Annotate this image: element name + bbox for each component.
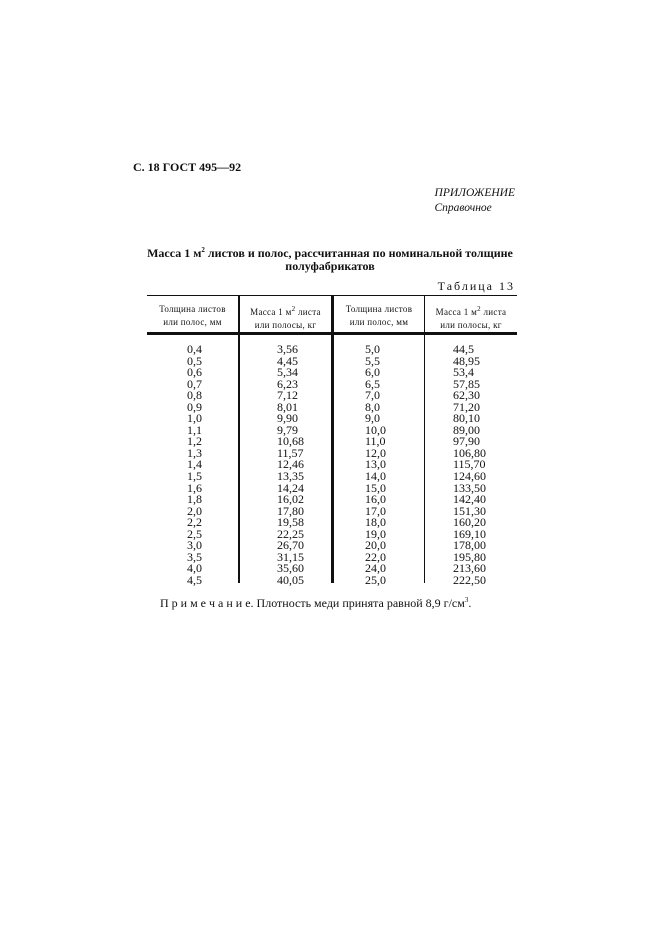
- header-line: листа: [295, 307, 321, 317]
- table-title: [130, 244, 530, 273]
- table-cell: 1,5: [187, 469, 202, 484]
- table-cell: 169,10: [453, 526, 486, 541]
- table-cell: 26,70: [277, 538, 304, 553]
- note-sup: 3: [464, 596, 469, 604]
- table-cell: 15,0: [365, 480, 386, 495]
- table-cell: 1,0: [187, 411, 202, 426]
- table-cell: 160,20: [453, 515, 486, 530]
- header-thickness: [334, 303, 424, 329]
- table-cell: 22,0: [365, 549, 386, 564]
- table-cell: 2,5: [187, 526, 202, 541]
- header-sup: 2: [291, 305, 296, 313]
- table-cell: 9,79: [277, 422, 298, 437]
- header-line: или полос, мм: [349, 317, 409, 327]
- header-thickness: [147, 303, 238, 329]
- table-cell: 10,0: [365, 422, 386, 437]
- table-cell: 9,90: [277, 411, 298, 426]
- table-cell: 4,5: [187, 572, 202, 587]
- table-cell: 48,95: [453, 353, 480, 368]
- table-cell: 1,8: [187, 492, 202, 507]
- header-line: Толщина листов: [159, 304, 226, 314]
- table-cell: 71,20: [453, 399, 480, 414]
- table-cell: 2,0: [187, 503, 202, 518]
- table-cell: 57,85: [453, 376, 480, 391]
- table-cell: 5,5: [365, 353, 380, 368]
- table-cell: 53,4: [453, 365, 474, 380]
- table-cell: 3,0: [187, 538, 202, 553]
- table-cell: 11,0: [365, 434, 386, 449]
- header-sup: 2: [477, 305, 481, 313]
- table-cell: 13,35: [277, 469, 304, 484]
- title-line2: полуфабрикатов: [285, 259, 375, 273]
- table-cell: 222,50: [453, 572, 486, 587]
- column-divider: [331, 295, 334, 583]
- table-cell: 97,90: [453, 434, 480, 449]
- table-cell: 1,3: [187, 445, 202, 460]
- table-cell: 6,23: [277, 376, 298, 391]
- header-line: или полосы, кг: [254, 320, 317, 330]
- table-cell: 20,0: [365, 538, 386, 553]
- table-cell: 17,0: [365, 503, 386, 518]
- table-cell: 1,4: [187, 457, 202, 472]
- page-header: С. 18 ГОСТ 495—92: [133, 160, 242, 174]
- header-mass: [240, 303, 331, 332]
- table-cell: 0,6: [187, 365, 202, 380]
- table-cell: 0,8: [187, 388, 202, 403]
- table-cell: 5,0: [365, 342, 380, 356]
- table-cell: 16,02: [277, 492, 304, 507]
- note-text: Плотность меди принята равной 8,9 г/см: [253, 596, 465, 610]
- table-cell: 25,0: [365, 572, 386, 587]
- title-part: листов и полос, рассчитанная по номинальной толщине: [204, 246, 513, 260]
- table-cell: 151,30: [453, 503, 486, 518]
- table-cell: 106,80: [453, 445, 486, 460]
- header-line: Толщина листов: [345, 304, 413, 314]
- table-cell: 62,30: [453, 388, 480, 403]
- table-cell: 8,0: [365, 399, 380, 414]
- column-divider: [424, 295, 425, 583]
- table-cell: 213,60: [453, 561, 486, 576]
- table-cell: 2,2: [187, 515, 202, 530]
- table-cell: 44,5: [453, 342, 474, 356]
- table-cell: 0,7: [187, 376, 202, 391]
- column-mass-1: [277, 344, 304, 586]
- table-cell: 133,50: [453, 480, 486, 495]
- table-note: [160, 596, 471, 611]
- table-cell: 6,5: [365, 376, 380, 391]
- table-cell: 17,80: [277, 503, 304, 518]
- table-cell: 18,0: [365, 515, 386, 530]
- table-cell: 24,0: [365, 561, 386, 576]
- table-cell: 4,45: [277, 353, 298, 368]
- table-cell: 12,0: [365, 445, 386, 460]
- table-cell: 0,4: [187, 342, 202, 356]
- table-cell: 0,5: [187, 353, 202, 368]
- table-cell: 14,0: [365, 469, 386, 484]
- table-cell: 35,60: [277, 561, 304, 576]
- note-end: .: [468, 596, 472, 610]
- table-cell: 115,70: [453, 457, 486, 472]
- header-mass: [425, 303, 517, 332]
- table-cell: 89,00: [453, 422, 480, 437]
- table-cell: 178,00: [453, 538, 486, 553]
- header-line: Масса 1 м: [435, 307, 478, 317]
- table-cell: 7,12: [277, 388, 298, 403]
- appendix-type: Справочное: [434, 202, 492, 214]
- appendix-label: [435, 186, 515, 216]
- mass-table: [147, 295, 517, 587]
- table-cell: 31,15: [277, 549, 304, 564]
- table-cell: 6,0: [365, 365, 380, 380]
- table-cell: 1,1: [187, 422, 202, 437]
- table-cell: 142,40: [453, 492, 486, 507]
- column-divider: [238, 295, 240, 583]
- column-thickness-1: [187, 344, 202, 586]
- appendix-title: ПРИЛОЖЕНИЕ: [434, 187, 515, 199]
- table-cell: 19,58: [277, 515, 304, 530]
- table-cell: 11,57: [277, 445, 304, 460]
- header-line: или полос, мм: [163, 317, 222, 327]
- table-cell: 8,01: [277, 399, 298, 414]
- table-cell: 195,80: [453, 549, 486, 564]
- table-cell: 13,0: [365, 457, 386, 472]
- table-cell: 4,0: [187, 561, 202, 576]
- header-line: Масса 1 м: [250, 307, 292, 317]
- column-mass-2: [453, 344, 486, 586]
- table-number: Таблица 13: [437, 279, 515, 293]
- table-cell: 0,9: [187, 399, 202, 414]
- table-cell: 10,68: [277, 434, 304, 449]
- table-cell: 80,10: [453, 411, 480, 426]
- table-cell: 1,2: [187, 434, 202, 449]
- table-cell: 5,34: [277, 365, 298, 380]
- table-cell: 9,0: [365, 411, 380, 426]
- table-cell: 124,60: [453, 469, 486, 484]
- table-cell: 40,05: [277, 572, 304, 587]
- table-cell: 3,56: [277, 342, 298, 356]
- table-cell: 14,24: [277, 480, 304, 495]
- header-line: листа: [480, 307, 507, 317]
- column-thickness-2: [365, 344, 386, 586]
- header-line: или полосы, кг: [440, 320, 502, 330]
- table-cell: 12,46: [277, 457, 304, 472]
- table-cell: 7,0: [365, 388, 380, 403]
- title-part: Масса 1 м: [147, 246, 202, 260]
- table-cell: 16,0: [365, 492, 386, 507]
- table-cell: 22,25: [277, 526, 304, 541]
- title-sup: 2: [201, 246, 205, 254]
- table-cell: 1,6: [187, 480, 202, 495]
- table-cell: 19,0: [365, 526, 386, 541]
- note-label: П р и м е ч а н и е.: [160, 596, 254, 610]
- table-cell: 3,5: [187, 549, 202, 564]
